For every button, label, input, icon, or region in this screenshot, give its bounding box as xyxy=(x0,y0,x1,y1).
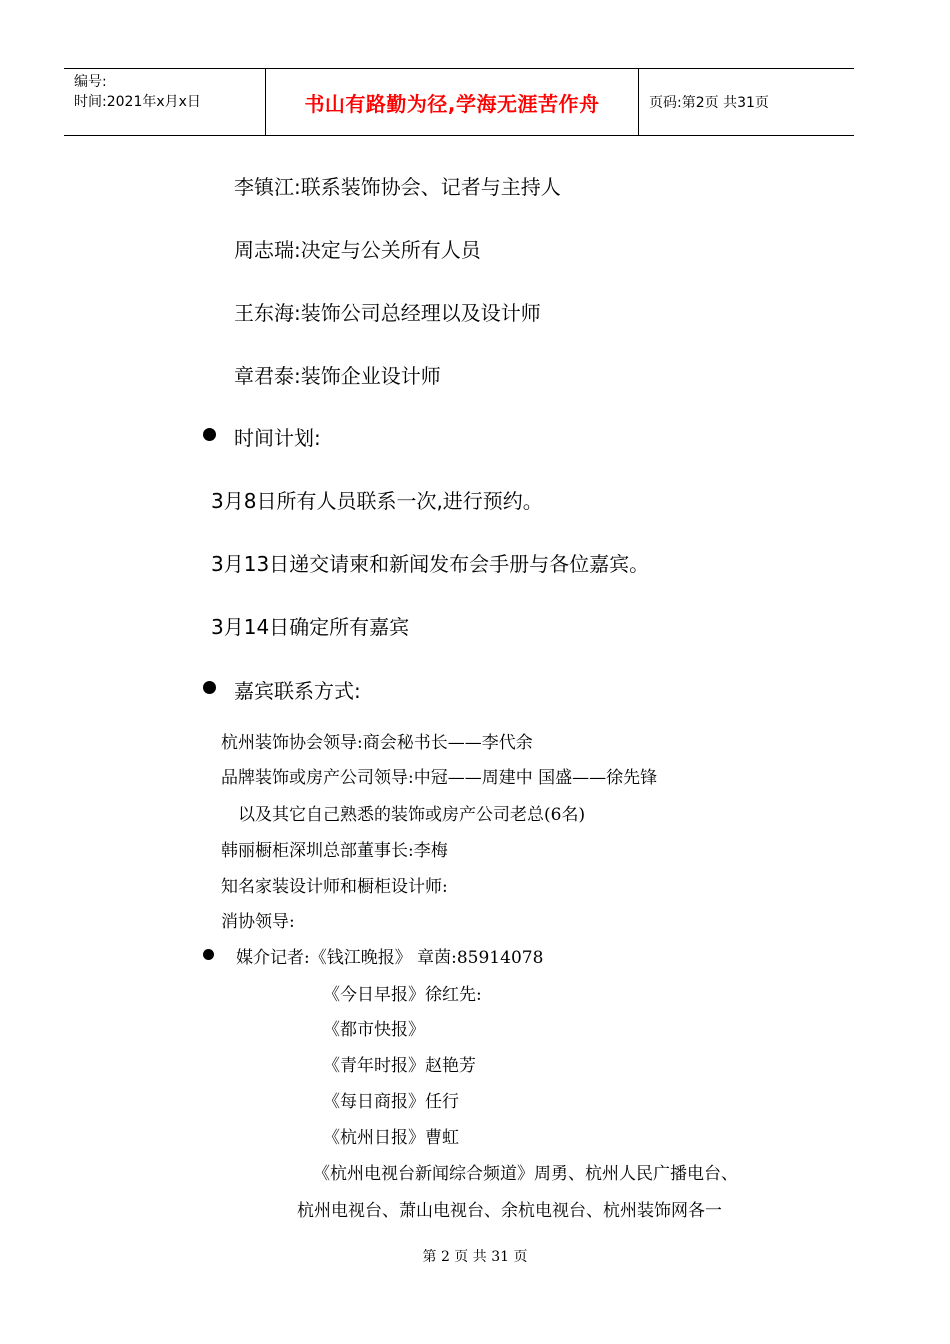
time-label: 时间:2021年x月x日 xyxy=(74,94,201,110)
number-label: 编号: xyxy=(74,74,107,90)
media-first-line: 媒介记者:《钱江晚报》 章茵:85914078 xyxy=(236,948,544,968)
media-line: 《都市快报》 xyxy=(323,1020,425,1040)
header-page-label: 页码:第2页 共31页 xyxy=(649,95,769,111)
guest-contact-line: 以及其它自己熟悉的装饰或房产公司老总(6名) xyxy=(238,805,586,825)
guest-contact-line: 韩丽橱柜深圳总部董事长:李梅 xyxy=(221,841,448,861)
header-motto: 书山有路勤为径,学海无涯苦作舟 xyxy=(266,69,639,135)
guest-contact-line: 杭州装饰协会领导:商会秘书长——李代余 xyxy=(221,733,533,753)
header-meta xyxy=(64,69,266,135)
role-line: 章君泰:装饰企业设计师 xyxy=(234,364,441,388)
bullet-icon xyxy=(203,681,216,694)
role-line: 王东海:装饰公司总经理以及设计师 xyxy=(234,301,541,325)
role-line: 周志瑞:决定与公关所有人员 xyxy=(234,238,481,262)
time-plan-item: 3月13日递交请柬和新闻发布会手册与各位嘉宾。 xyxy=(211,552,650,576)
media-line: 《杭州电视台新闻综合频道》周勇、杭州人民广播电台、 xyxy=(313,1164,738,1184)
media-line: 杭州电视台、萧山电视台、余杭电视台、杭州装饰网各一 xyxy=(297,1201,722,1221)
bullet-icon xyxy=(203,428,216,441)
guest-contacts-heading: 嘉宾联系方式: xyxy=(234,679,361,703)
page-footer: 第 2 页 共 31 页 xyxy=(422,1249,528,1265)
media-line: 《今日早报》徐红先: xyxy=(323,985,482,1005)
role-line: 李镇江:联系装饰协会、记者与主持人 xyxy=(234,175,561,199)
time-plan-heading: 时间计划: xyxy=(234,426,321,450)
media-line: 《杭州日报》曹虹 xyxy=(323,1128,459,1148)
guest-contact-line: 消协领导: xyxy=(221,912,295,932)
time-plan-item: 3月14日确定所有嘉宾 xyxy=(211,615,410,639)
page-header xyxy=(64,68,854,136)
guest-contact-line: 品牌装饰或房产公司领导:中冠——周建中 国盛——徐先锋 xyxy=(221,768,658,788)
time-plan-item: 3月8日所有人员联系一次,进行预约。 xyxy=(211,489,543,513)
bullet-icon xyxy=(203,949,214,960)
media-line: 《每日商报》任行 xyxy=(323,1092,459,1112)
guest-contact-line: 知名家装设计师和橱柜设计师: xyxy=(221,877,448,897)
media-line: 《青年时报》赵艳芳 xyxy=(323,1056,476,1076)
